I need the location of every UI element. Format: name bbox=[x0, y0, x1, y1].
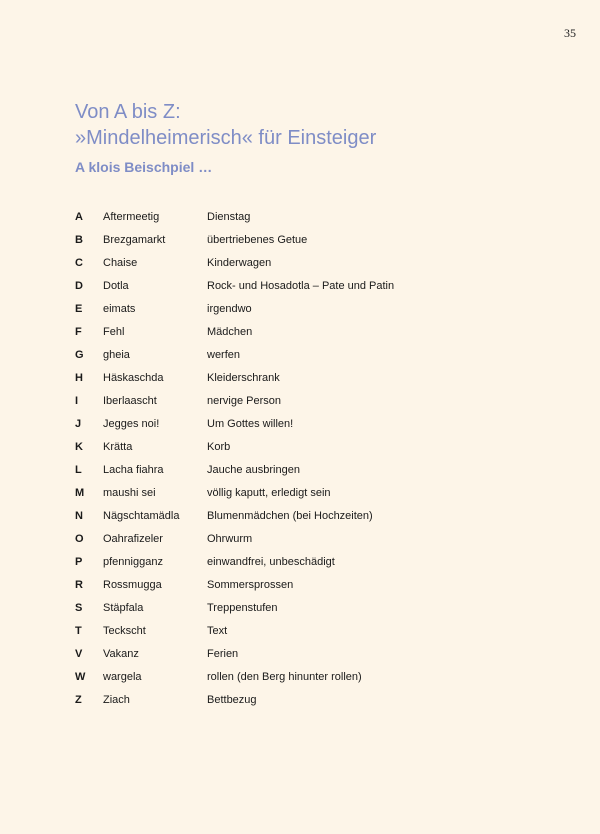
page-number: 35 bbox=[564, 26, 576, 40]
index-letter: E bbox=[75, 302, 83, 315]
glossary-row bbox=[75, 251, 394, 274]
term-meaning: Blumenmädchen (bei Hochzeiten) bbox=[207, 509, 373, 522]
dialect-term: Chaise bbox=[103, 256, 138, 269]
dialect-term: Nägschtamädla bbox=[103, 509, 180, 522]
dialect-term: Brezgamarkt bbox=[103, 233, 166, 246]
dialect-term: Teckscht bbox=[103, 624, 146, 637]
dialect-term: wargela bbox=[103, 670, 142, 683]
index-letter: S bbox=[75, 601, 83, 614]
glossary-row bbox=[75, 596, 394, 619]
term-meaning: übertriebenes Getue bbox=[207, 233, 308, 246]
glossary-row bbox=[75, 297, 394, 320]
index-letter: F bbox=[75, 325, 82, 338]
dialect-term: Stäpfala bbox=[103, 601, 144, 614]
index-letter: V bbox=[75, 647, 83, 660]
dialect-term: Ziach bbox=[103, 693, 130, 706]
title-line-1: Von A bis Z: bbox=[75, 101, 181, 123]
glossary-row bbox=[75, 274, 394, 297]
index-letter: D bbox=[75, 279, 83, 292]
title-line-2: »Mindelheimerisch« für Einsteiger bbox=[75, 127, 377, 149]
index-letter: M bbox=[75, 486, 85, 499]
page-title bbox=[75, 99, 376, 151]
glossary-row bbox=[75, 527, 394, 550]
glossary-row bbox=[75, 619, 394, 642]
glossary-row bbox=[75, 389, 394, 412]
glossary-row bbox=[75, 481, 394, 504]
glossary-row bbox=[75, 205, 394, 228]
term-meaning: Jauche ausbringen bbox=[207, 463, 300, 476]
index-letter: L bbox=[75, 463, 82, 476]
dialect-term: eimats bbox=[103, 302, 136, 315]
glossary-row bbox=[75, 504, 394, 527]
term-meaning: rollen (den Berg hinunter rollen) bbox=[207, 670, 362, 683]
dialect-term: Iberlaascht bbox=[103, 394, 157, 407]
glossary-row bbox=[75, 550, 394, 573]
index-letter: N bbox=[75, 509, 83, 522]
glossary-row bbox=[75, 458, 394, 481]
glossary-row bbox=[75, 573, 394, 596]
term-meaning: Kinderwagen bbox=[207, 256, 272, 269]
index-letter: A bbox=[75, 210, 83, 223]
term-meaning: Dienstag bbox=[207, 210, 251, 223]
dialect-term: Krätta bbox=[103, 440, 133, 453]
index-letter: C bbox=[75, 256, 83, 269]
index-letter: H bbox=[75, 371, 83, 384]
dialect-term: pfennigganz bbox=[103, 555, 163, 568]
dialect-term: Vakanz bbox=[103, 647, 139, 660]
term-meaning: Rock- und Hosadotla – Pate und Patin bbox=[207, 279, 395, 292]
glossary-row bbox=[75, 228, 394, 251]
page-subtitle: A klois Beischpiel … bbox=[75, 159, 213, 175]
term-meaning: einwandfrei, unbeschädigt bbox=[207, 555, 335, 568]
dialect-term: gheia bbox=[103, 348, 130, 361]
glossary-list bbox=[75, 205, 394, 711]
glossary-row bbox=[75, 320, 394, 343]
term-meaning: Sommersprossen bbox=[207, 578, 294, 591]
dialect-term: Aftermeetig bbox=[103, 210, 160, 223]
term-meaning: Ferien bbox=[207, 647, 239, 660]
glossary-row bbox=[75, 665, 394, 688]
dialect-term: Oahrafizeler bbox=[103, 532, 163, 545]
dialect-term: Fehl bbox=[103, 325, 125, 338]
index-letter: Z bbox=[75, 693, 82, 706]
glossary-row bbox=[75, 642, 394, 665]
glossary-row bbox=[75, 343, 394, 366]
index-letter: G bbox=[75, 348, 84, 361]
index-letter: O bbox=[75, 532, 84, 545]
dialect-term: maushi sei bbox=[103, 486, 156, 499]
term-meaning: Korb bbox=[207, 440, 231, 453]
glossary-row bbox=[75, 435, 394, 458]
dialect-term: Jegges noi! bbox=[103, 417, 160, 430]
index-letter: B bbox=[75, 233, 83, 246]
term-meaning: irgendwo bbox=[207, 302, 252, 315]
term-meaning: werfen bbox=[207, 348, 241, 361]
index-letter: K bbox=[75, 440, 83, 453]
index-letter: W bbox=[75, 670, 86, 683]
dialect-term: Häskaschda bbox=[103, 371, 164, 384]
term-meaning: Mädchen bbox=[207, 325, 253, 338]
index-letter: J bbox=[75, 417, 82, 430]
dialect-term: Lacha fiahra bbox=[103, 463, 164, 476]
dialect-term: Dotla bbox=[103, 279, 129, 292]
glossary-row bbox=[75, 412, 394, 435]
term-meaning: Treppenstufen bbox=[207, 601, 278, 614]
term-meaning: Um Gottes willen! bbox=[207, 417, 294, 430]
index-letter: P bbox=[75, 555, 83, 568]
term-meaning: Bettbezug bbox=[207, 693, 257, 706]
index-letter: T bbox=[75, 624, 82, 637]
index-letter: R bbox=[75, 578, 83, 591]
glossary-row bbox=[75, 366, 394, 389]
term-meaning: Kleiderschrank bbox=[207, 371, 280, 384]
index-letter: I bbox=[75, 394, 79, 407]
term-meaning: Ohrwurm bbox=[207, 532, 253, 545]
term-meaning: völlig kaputt, erledigt sein bbox=[207, 486, 331, 499]
glossary-row bbox=[75, 688, 394, 711]
dialect-term: Rossmugga bbox=[103, 578, 162, 591]
term-meaning: Text bbox=[207, 624, 228, 637]
term-meaning: nervige Person bbox=[207, 394, 281, 407]
